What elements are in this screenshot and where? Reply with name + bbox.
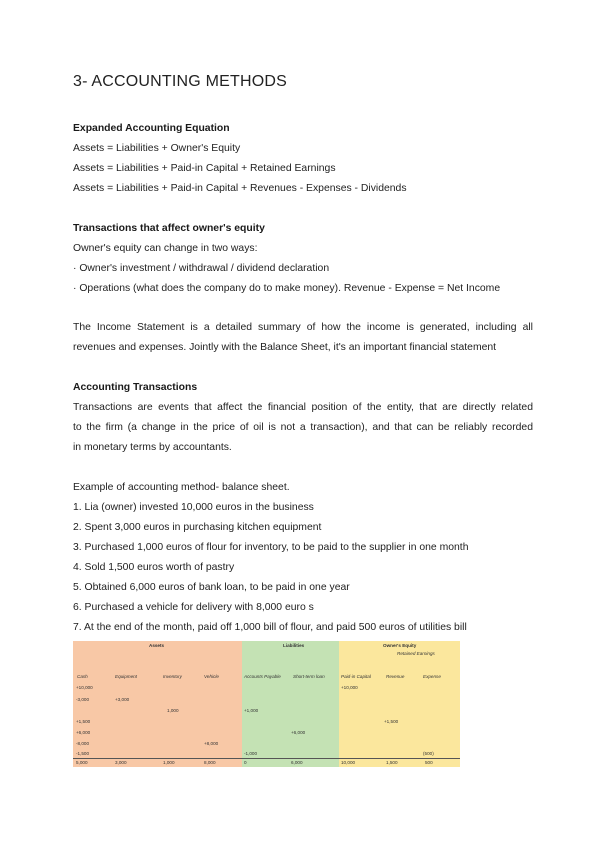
example-item: 2. Spent 3,000 euros in purchasing kitchen equipment (73, 522, 322, 533)
total-revenue: 1,500 (386, 760, 398, 765)
transactions-heading: Accounting Transactions (73, 382, 198, 393)
equation-line: Assets = Liabilities + Paid-in Capital + Retained Earnings (73, 163, 336, 174)
example-item: 1. Lia (owner) invested 10,000 euros in the business (73, 502, 314, 513)
example-item: 4. Sold 1,500 euros worth of pastry (73, 562, 235, 573)
income-statement-line: The Income Statement is a detailed summary of how the income is generated, including all (73, 322, 533, 333)
equation-line: Assets = Liabilities + Paid-in Capital + Revenues - Expenses - Dividends (73, 183, 407, 194)
cash-entry: +10,000 (76, 685, 93, 690)
example-item: 6. Purchased a vehicle for delivery with 8,000 euro s (73, 602, 314, 613)
example-item: 5. Obtained 6,000 euros of bank loan, to be paid in one year (73, 582, 350, 593)
total-equipment: 3,000 (115, 760, 127, 765)
assets-zone (73, 641, 242, 767)
equipment-entry: +3,000 (115, 697, 130, 702)
equation-section (73, 119, 533, 199)
total-accounts-payable: 0 (244, 760, 247, 765)
accounts-payable-entry: +1,000 (244, 708, 259, 713)
col-vehicle: Vehicle (204, 674, 219, 679)
col-revenue: Revenue (386, 674, 405, 679)
col-equipment: Equipment (115, 674, 137, 679)
total-inventory: 1,000 (163, 760, 175, 765)
col-accounts-payable: Accounts Payable (244, 674, 281, 679)
income-statement-line: revenues and expenses. Jointly with the Balance Sheet, it's an important financial statement (73, 342, 497, 353)
equation-line: Assets = Liabilities + Owner's Equity (73, 143, 241, 154)
owners-equity-bullet: · Operations (what does the company do to make money). Revenue - Expense = Net Income (73, 283, 501, 294)
example-item: 7. At the end of the month, paid off 1,000 bill of flour, and paid 500 euros of utilities bill (73, 622, 467, 633)
col-cash: Cash (77, 674, 88, 679)
col-expense: Expense (423, 674, 441, 679)
total-vehicle: 8,000 (204, 760, 216, 765)
assets-group-header: Assets (149, 643, 165, 648)
loan-entry: +6,000 (291, 730, 306, 735)
vehicle-entry: +8,000 (204, 741, 219, 746)
cash-entry: +6,000 (76, 730, 91, 735)
owners-equity-intro: Owner's equity can change in two ways: (73, 243, 258, 254)
total-loan: 6,000 (291, 760, 303, 765)
col-long-term-loan: Short-term loan (293, 674, 325, 679)
equation-heading: Expanded Accounting Equation (73, 123, 230, 134)
example-item: 3. Purchased 1,000 euros of flour for inventory, to be paid to the supplier in one month (73, 542, 469, 553)
transactions-line: Transactions are events that affect the financial position of the entity, that are directly related (73, 402, 533, 413)
example-intro: Example of accounting method- balance sheet. (73, 482, 290, 493)
liabilities-group-header: Liabilities (283, 643, 305, 648)
col-inventory: Inventory (163, 674, 182, 679)
cash-entry: -1,500 (76, 751, 90, 756)
revenue-entry: +1,500 (384, 719, 399, 724)
owners-equity-heading: Transactions that affect owner's equity (73, 223, 265, 234)
income-statement-paragraph (73, 318, 533, 358)
page-title: 3- ACCOUNTING METHODS (73, 73, 287, 90)
equity-zone (339, 641, 460, 767)
expense-entry: (500) (423, 751, 434, 756)
owners-equity-section (73, 219, 533, 299)
paid-in-entry: +10,000 (341, 685, 358, 690)
balance-sheet-table (73, 641, 460, 767)
accounts-payable-entry: -1,000 (244, 751, 258, 756)
transactions-section (73, 378, 533, 458)
liabilities-zone (242, 641, 339, 767)
transactions-line: in monetary terms by accountants. (73, 442, 232, 453)
cash-entry: -8,000 (76, 741, 90, 746)
totals-rule (73, 758, 460, 759)
cash-entry: -3,000 (76, 697, 90, 702)
transactions-line: to the firm (a change in the price of oil is not a transaction), and that can be reliably recorded (73, 422, 533, 433)
total-expense: 500 (425, 760, 433, 765)
total-cash: 5,000 (76, 760, 88, 765)
example-section (73, 478, 533, 638)
retained-earnings-header: Retained Earnings (397, 651, 435, 656)
cash-entry: +1,500 (76, 719, 91, 724)
col-paid-in-capital: Paid-in Capital (341, 674, 371, 679)
total-paid-in: 10,000 (341, 760, 356, 765)
inventory-entry: 1,000 (167, 708, 179, 713)
equity-group-header: Owner's Equity (383, 643, 417, 648)
owners-equity-bullet: · Owner's investment / withdrawal / dividend declaration (73, 263, 330, 274)
